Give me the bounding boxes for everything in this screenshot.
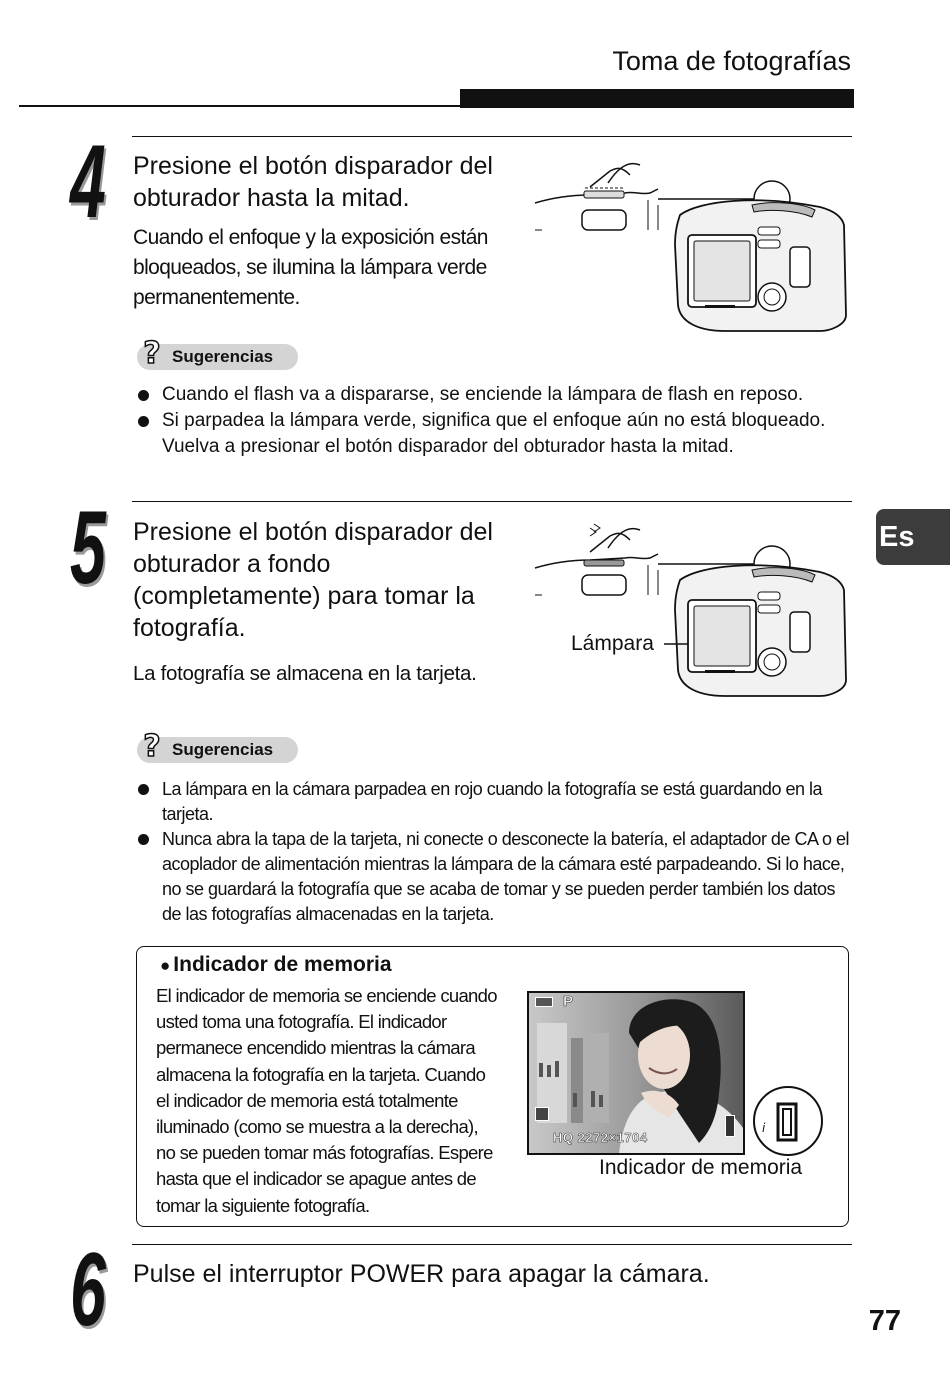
step-number: 4 [70,124,106,240]
step-heading [133,516,533,644]
camera-full-press-illustration [530,520,850,700]
tip-item: La lámpara en la cámara parpadea en rojo cuando la fotografía se está guardando en la tarjeta. [136,777,851,827]
bullet-icon: ● [160,956,171,975]
tip-item: Si parpadea la lámpara verde, significa que el enfoque aún no está bloqueado. Vuelva a presionar el botón disparador del obturador hasta la mitad. [136,408,856,460]
memory-body-line: permanece encendido mientras la cámara [156,1037,475,1059]
step-body-line: bloqueados, se ilumina la lámpara verde [133,256,487,279]
portrait-photo [529,993,743,1153]
step-body: La fotografía se almacena en la tarjeta. [133,662,477,685]
step-number: 6 [70,1232,106,1348]
memory-indicator-icon [725,1115,735,1137]
step-heading-line: (completamente) para tomar la [133,582,475,610]
question-mark-icon: ? [143,729,161,764]
step-heading-line: Presione el botón disparador del [133,152,493,180]
tips-list [136,382,856,460]
memory-body-line: usted toma una fotografía. El indicador [156,1011,447,1033]
memory-body-line: tomar la siguiente fotografía. [156,1194,370,1216]
memory-body-line: iluminado (como se muestra a la derecha), [156,1116,478,1138]
step-heading [133,150,533,214]
step-heading-line: obturador a fondo [133,550,331,578]
page-header-title: Toma de fotografías [612,46,851,76]
page-number: 77 [868,1305,901,1337]
tip-item: Nunca abra la tapa de la tarjeta, ni conecte o desconecte la batería, el adaptador de CA o el acoplador de alimentación mientras la lámpara de la cámara esté parpadeando. Si lo hace, no se guardará la fotografía que se acaba de tomar y se pueden perder también los datos de las fotografías almacenadas en la tarjeta. [136,827,851,927]
step-body-line: Cuando el enfoque y la exposición están [133,226,488,249]
quality-readout: HQ 2272×1704 [553,1130,648,1145]
step-number: 5 [70,490,106,606]
card-icon [535,1107,549,1121]
step-heading-line: fotografía. [133,614,246,642]
memory-box-title [160,953,392,977]
memory-indicator-magnifier [748,1084,826,1160]
battery-icon [535,997,553,1007]
tips-badge-label: Sugerencias [172,347,274,366]
memory-indicator-caption: Indicador de memoria [599,1156,803,1179]
memory-body-line: el indicador de memoria está totalmente [156,1089,458,1111]
question-mark-icon: ? [143,336,161,371]
tips-badge [137,729,298,764]
language-tab: Es [876,509,950,565]
step-heading: Pulse el interruptor POWER para apagar la cámara. [133,1260,710,1288]
memory-body-line: no se pueden tomar más fotografías. Espere [156,1142,493,1164]
step-body-line: permanentemente. [133,286,300,309]
step-body [133,223,533,313]
tips-badge [137,336,298,371]
svg-text:i: i [762,1121,766,1135]
lamp-label: Lámpara [571,632,654,655]
step-rule [132,1244,852,1245]
mode-indicator: P [563,993,574,1010]
camera-half-press-illustration [530,155,850,335]
step-rule [132,501,852,502]
lcd-screen-preview [527,991,745,1155]
step-heading-line: Presione el botón disparador del [133,518,493,546]
step-rule [132,136,852,137]
tips-list [136,777,851,927]
header-rule [19,105,462,107]
memory-body-line: almacena la fotografía en la tarjeta. Cuando [156,1063,486,1085]
step-heading-line: obturador hasta la mitad. [133,184,410,212]
memory-body-line: El indicador de memoria se enciende cuando [156,985,497,1006]
memory-box-body [156,983,516,1219]
tips-badge-label: Sugerencias [172,740,274,759]
memory-body-line: hasta que el indicador se apague antes de [156,1168,476,1190]
memory-box-title-text: Indicador de memoria [173,953,392,976]
header-bar [460,89,854,108]
tip-item: Cuando el flash va a dispararse, se enciende la lámpara de flash en reposo. [136,382,856,408]
